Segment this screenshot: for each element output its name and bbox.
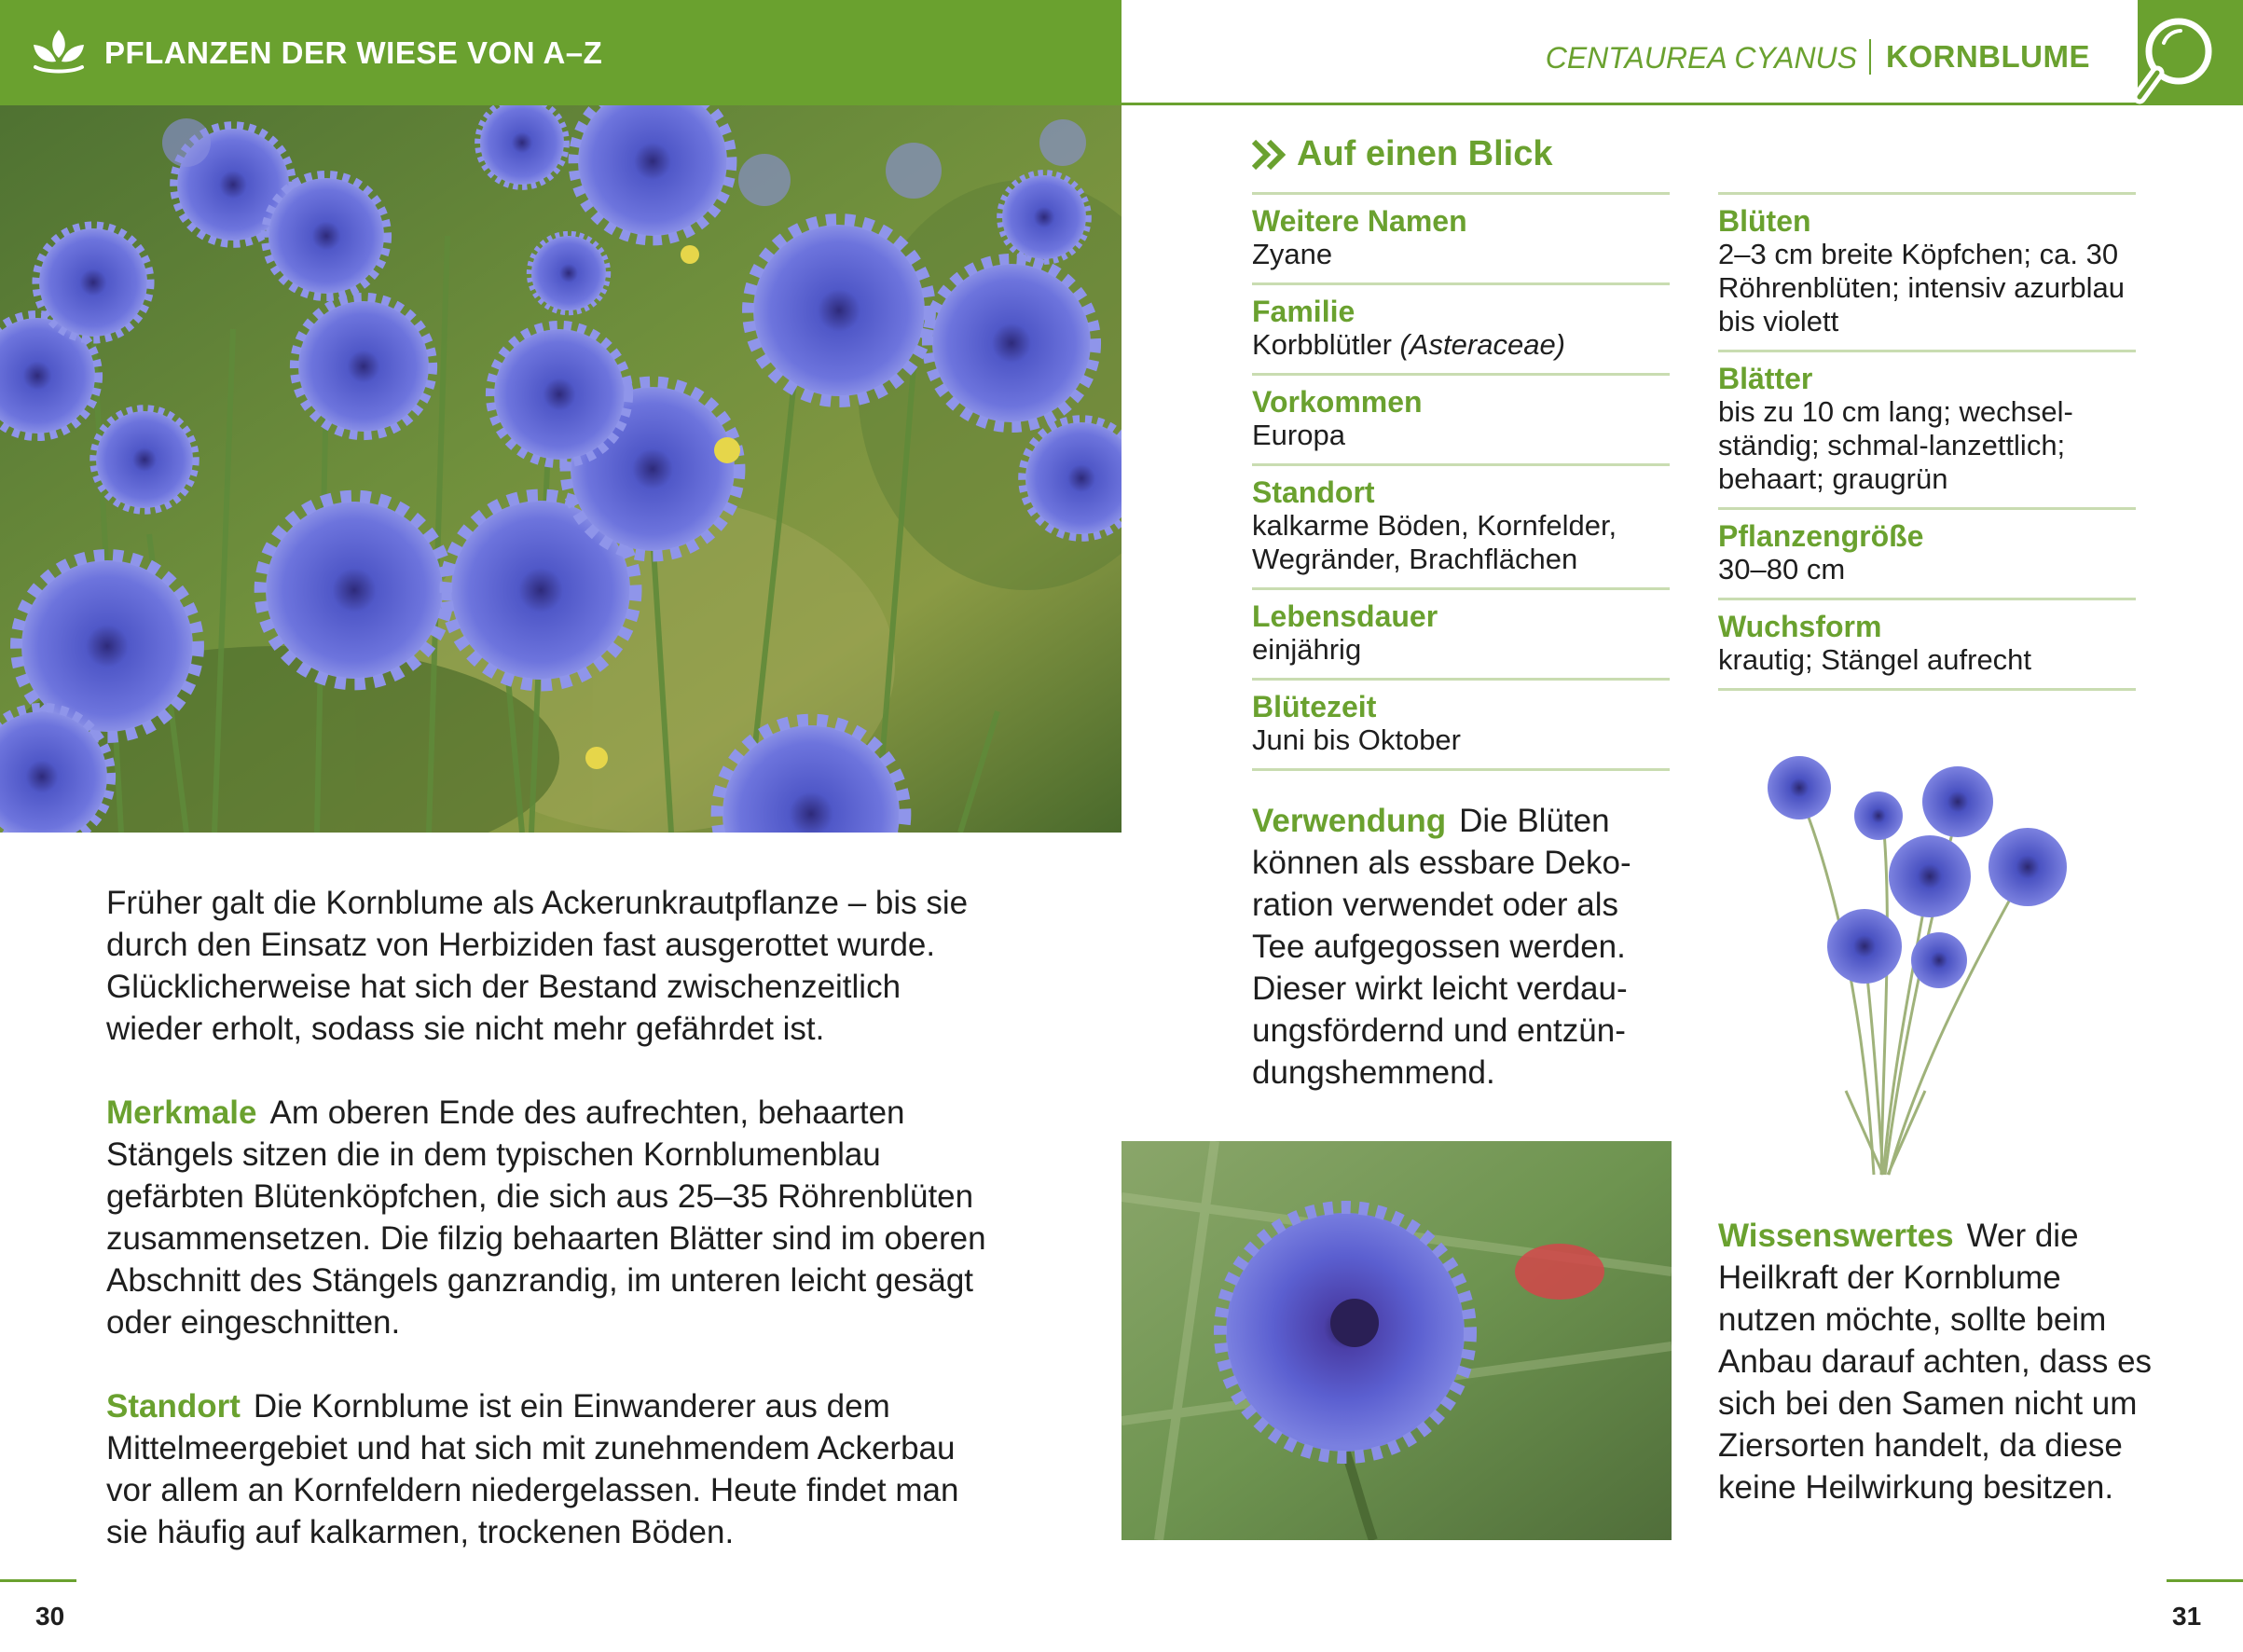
verwendung-text: Die Blüten können als essbare Dekoration verwendet oder als Tee aufgegossen werden. Dieser wirkt leicht verdauungsfördernd und entzündungshemmend.: [1252, 803, 1631, 1091]
page-tab: [2138, 0, 2243, 105]
fact-label: Familie: [1252, 295, 1355, 328]
family-name: Korbblütler: [1252, 328, 1392, 361]
standort-paragraph: [106, 1385, 1001, 1553]
main-text: [106, 882, 1001, 1595]
cornflower-closeup-photo: [1122, 1141, 1672, 1540]
fact-value: Juni bis Oktober: [1252, 723, 1461, 756]
fact-value: krautig; Stängel aufrecht: [1718, 643, 2032, 676]
intro-paragraph: [106, 882, 1001, 1050]
standort-heading: Standort: [106, 1388, 241, 1425]
page-number-left: 30: [35, 1602, 65, 1631]
fact-familie: [1252, 282, 1670, 373]
name-divider: [1869, 39, 1871, 75]
fact-blaetter: [1718, 350, 2136, 507]
intro-text: Früher galt die Kornblume als Ackerunkrautpflanze – bis sie durch den Einsatz von Herbiziden fast ausgerottet wurde. Glücklicherweise hat sich der Bestand zwischenzeitlich wieder erholt, sodass sie nicht mehr gefährdet ist.: [106, 885, 969, 1047]
fact-label: Blätter: [1718, 362, 1813, 395]
fact-value: kalkarme Böden, Kornfelder, Wegränder, Brachflächen: [1252, 509, 1617, 575]
verwendung-heading: Verwendung: [1252, 803, 1447, 839]
fact-value: 30–80 cm: [1718, 553, 1846, 585]
common-name: KORNBLUME: [1886, 39, 2090, 74]
footer-rule-right: [2167, 1579, 2243, 1582]
fact-blueten: [1718, 192, 2136, 350]
fact-label: Blüten: [1718, 204, 1811, 238]
standort-text: Die Kornblume ist ein Einwanderer aus dem Mittelmeergebiet und hat sich mit zunehmendem Ackerbau vor allem an Kornfeldern niedergelassen. Heute findet man sie häufig auf kalkarmen, trockenen Böden.: [106, 1388, 959, 1550]
fact-label: Pflanzengröße: [1718, 519, 1924, 553]
glance-title: [1252, 134, 1553, 174]
fact-label: Blütezeit: [1252, 690, 1377, 723]
cornflower-field-photo: [0, 105, 1122, 833]
fact-value: Europa: [1252, 419, 1345, 451]
merkmale-heading: Merkmale: [106, 1094, 257, 1131]
wissenswertes-text: Wer die Heilkraft der Kornblume nutzen möchte, sollte beim Anbau darauf achten, dass es sich bei den Samen nicht um Ziersorten handelt, da diese keine Heilwirkung besitzen.: [1718, 1218, 2153, 1506]
fact-standort: [1252, 463, 1670, 587]
fact-value: [1252, 328, 1670, 362]
fact-label: Lebensdauer: [1252, 599, 1438, 633]
wissenswertes-section: [1718, 1215, 2156, 1508]
verwendung-section: [1252, 800, 1662, 1094]
merkmale-paragraph: [106, 1092, 1001, 1343]
latin-name: CENTAUREA CYANUS: [1545, 41, 1857, 75]
glance-column-2: [1718, 192, 2136, 691]
fact-label: Standort: [1252, 475, 1375, 509]
glance-column-1: [1252, 192, 1670, 771]
fact-value: 2–3 cm breite Köpfchen; ca. 30 Röhrenblüten; intensiv azurblau bis violett: [1718, 238, 2125, 337]
fact-wuchsform: [1718, 598, 2136, 691]
fact-weitere-namen: [1252, 192, 1670, 282]
double-chevron-icon: [1252, 139, 1289, 171]
wissenswertes-heading: Wissenswertes: [1718, 1218, 1954, 1254]
fact-bluetezeit: [1252, 678, 1670, 771]
header-rule: [1122, 103, 2138, 105]
footer-rule-left: [0, 1579, 76, 1582]
fact-value: einjährig: [1252, 633, 1362, 666]
fact-label: Vorkommen: [1252, 385, 1423, 419]
family-latin: (Asteraceae): [1399, 328, 1566, 361]
fact-lebensdauer: [1252, 587, 1670, 678]
cornflower-cutout-illustration: [1743, 737, 2088, 1184]
fact-pflanzengroesse: [1718, 507, 2136, 598]
fact-label: Wuchsform: [1718, 610, 1882, 643]
fact-label: Weitere Namen: [1252, 204, 1467, 238]
fact-vorkommen: [1252, 373, 1670, 463]
fact-value: Zyane: [1252, 238, 1333, 270]
leaf-logo-icon: [30, 26, 88, 75]
section-header: [0, 0, 1122, 105]
glance-heading: Auf einen Blick: [1297, 134, 1553, 173]
magnifier-icon: [2138, 0, 2243, 105]
section-title: PFLANZEN DER WIESE VON A–Z: [104, 35, 603, 70]
merkmale-text: Am oberen Ende des aufrechten, behaarten Stängels sitzen die in dem typischen Kornblumenblau gefärbten Blütenköpfchen, die sich aus 25–35 Röhrenblüten zusammensetzen. Die filzig behaarten Blätter sind im oberen Abschnitt des Stängels ganzrandig, im unteren leicht gesägt oder eingeschnitten.: [106, 1094, 986, 1341]
fact-value: bis zu 10 cm lang; wechselständig; schmal-lanzettlich; behaart; graugrün: [1718, 395, 2073, 495]
page-number-right: 31: [2172, 1602, 2202, 1631]
